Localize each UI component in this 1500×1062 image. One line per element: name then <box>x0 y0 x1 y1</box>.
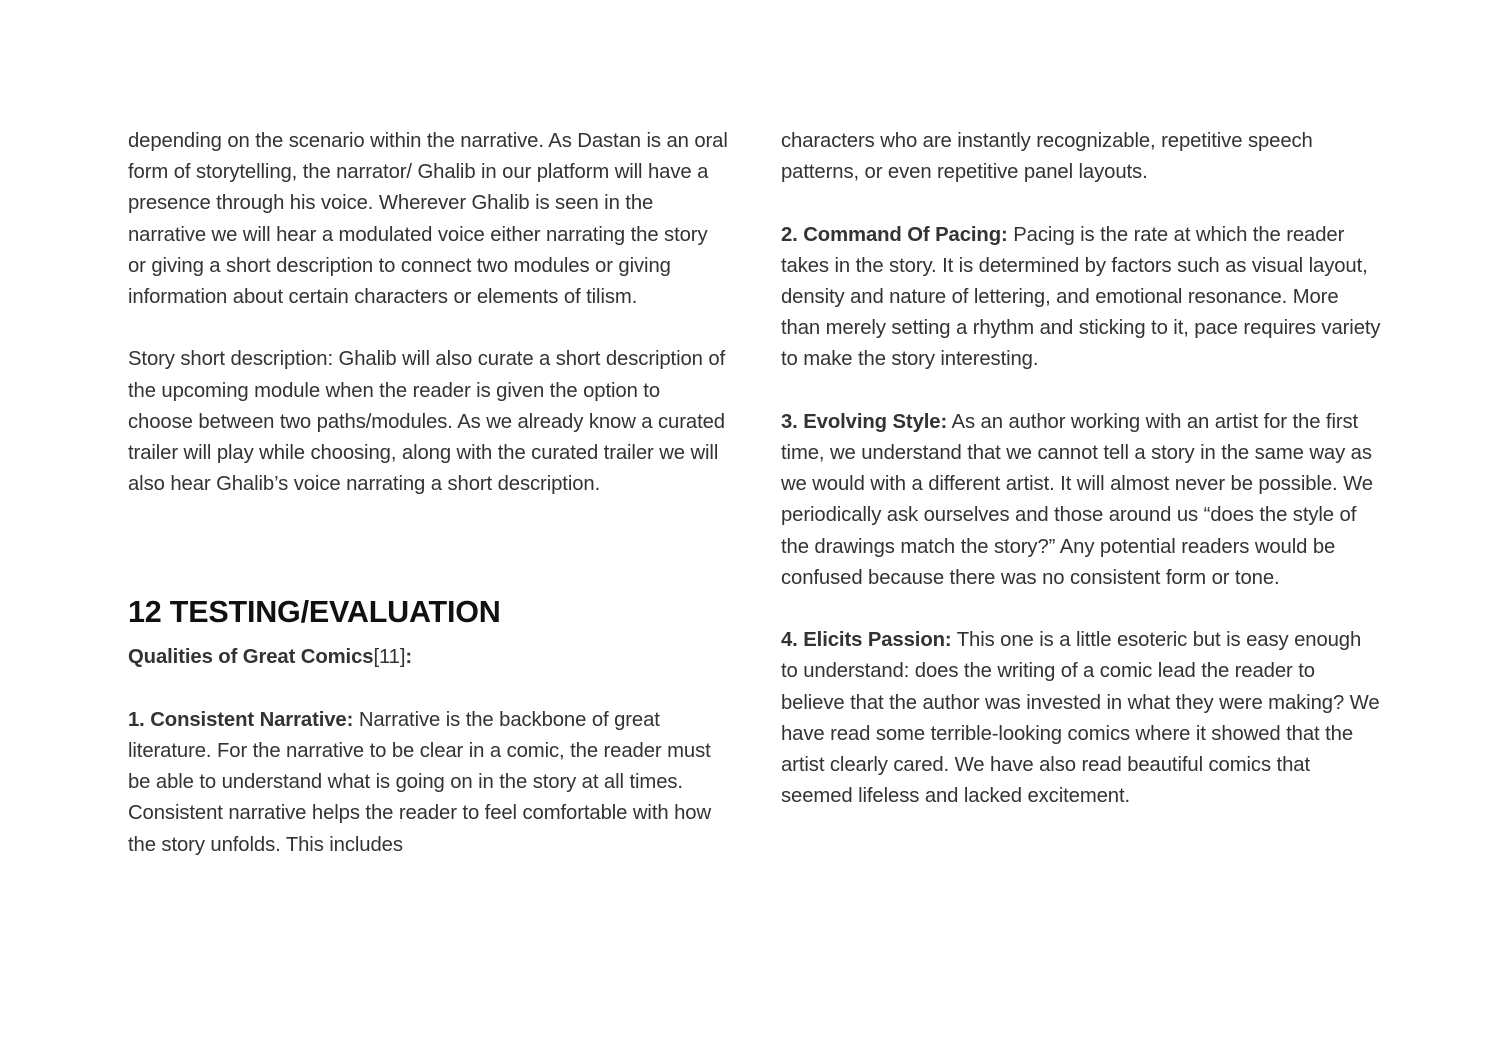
ghalib-voice-paragraph: depending on the scenario within the narrative. As Dastan is an oral form of storytelling, the narrator/ Ghalib in our platform will have a presence through his voice. Wherever Ghalib is seen in the narrative we will hear a modulated voice either narrating the story or giving a short description to connect two modules or giving information about certain characters or elements of tilism. <box>128 130 728 309</box>
qualities-subheading <box>128 642 728 673</box>
section-heading: 12 TESTING/EVALUATION <box>128 595 501 630</box>
command-of-pacing-paragraph <box>781 220 1381 376</box>
evolving-style-title: 3. Evolving Style: <box>781 410 948 433</box>
right-column <box>781 126 1381 812</box>
command-of-pacing-text: Pacing is the rate at which the reader takes in the story. It is determined by factors such as visual layout, density and nature of lettering, and emotional resonance. More than merely setting a rhythm and sticking to it, pace requires variety to make the story interesting. <box>781 223 1381 371</box>
qualities-subheading-colon: : <box>405 646 413 669</box>
elicits-passion-paragraph <box>781 625 1381 812</box>
continued-paragraph: characters who are instantly recognizable, repetitive speech patterns, or even repetitive panel layouts. <box>781 130 1313 184</box>
consistent-narrative-paragraph <box>128 705 728 861</box>
evolving-style-paragraph <box>781 407 1381 594</box>
command-of-pacing-title: 2. Command Of Pacing: <box>781 223 1008 246</box>
evolving-style-text: As an author working with an artist for the first time, we understand that we cannot tell a story in the same way as we would with a different artist. It will almost never be possible. We periodically ask ourselves and those around us “does the style of the drawings match the story?” Any potential readers would be confused because there was no consistent form or tone. <box>781 410 1373 589</box>
consistent-narrative-title: 1. Consistent Narrative: <box>128 708 354 731</box>
qualities-subheading-bold: Qualities of Great Comics <box>128 646 374 669</box>
elicits-passion-title: 4. Elicits Passion: <box>781 629 952 652</box>
consistent-narrative-text: Narrative is the backbone of great literature. For the narrative to be clear in a comic, the reader must be able to understand what is going on in the story at all times. Consistent narrative helps the reader to feel comfortable with how the story unfolds. This includes <box>128 708 711 856</box>
left-column <box>128 126 728 861</box>
story-short-description-paragraph: Story short description: Ghalib will also curate a short description of the upcoming module when the reader is given the option to choose between two paths/modules. As we already know a curated trailer will play while choosing, along with the curated trailer we will also hear Ghalib’s voice narrating a short description. <box>128 348 726 496</box>
citation-reference: [11] <box>373 646 406 669</box>
elicits-passion-text: This one is a little esoteric but is easy enough to understand: does the writing of a comic lead the reader to believe that the author was invested in what they were making? We have read some terrible-looking comics where it showed that the artist clearly cared. We have also read beautiful comics that seemed lifeless and lacked excitement. <box>781 629 1380 808</box>
